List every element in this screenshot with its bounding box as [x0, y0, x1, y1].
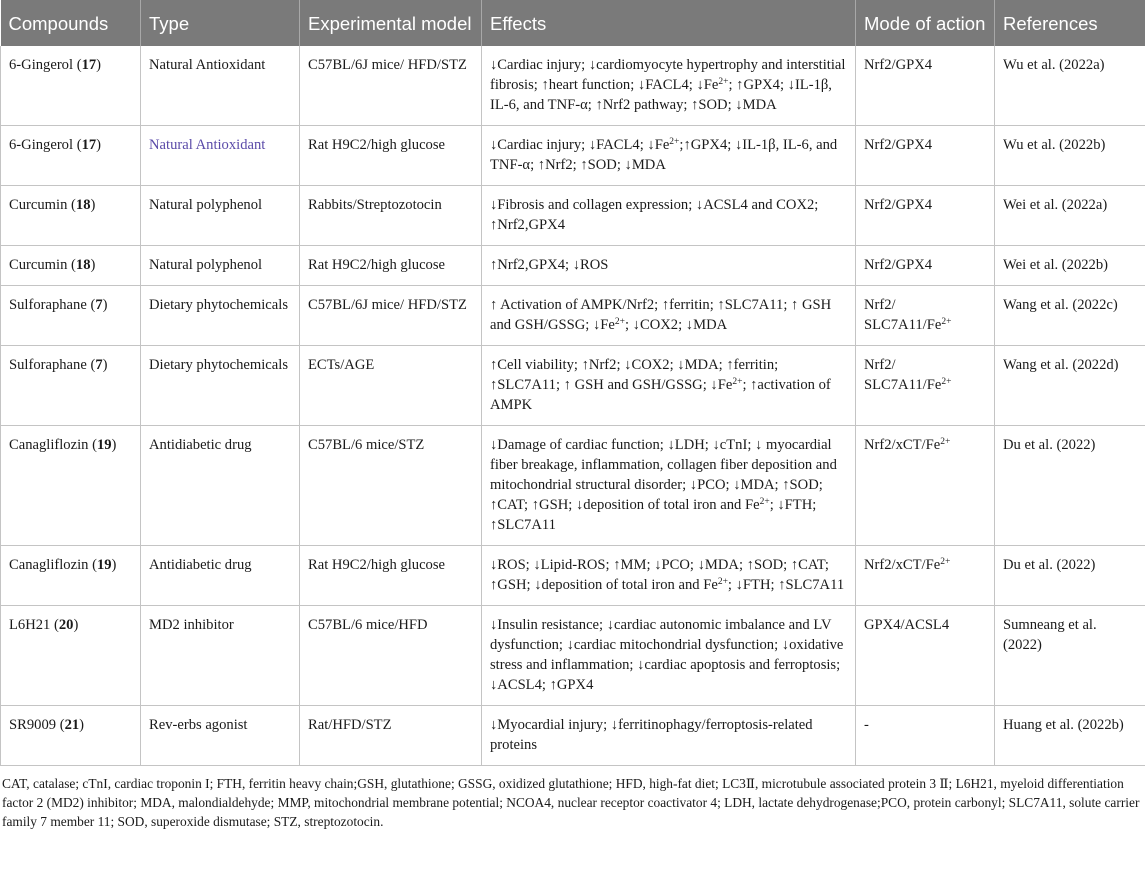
- superscript: 2+: [941, 377, 952, 387]
- cell-reference: Du et al. (2022): [995, 546, 1145, 606]
- compound-number: 18: [75, 197, 91, 213]
- moa-text: Nrf2/ SLC7A11/Fe: [864, 357, 942, 393]
- compound-number: 20: [58, 617, 74, 633]
- superscript: 2+: [614, 317, 625, 327]
- cell-compound: 6-Gingerol (17): [1, 126, 141, 186]
- moa-text: Nrf2/GPX4: [864, 137, 933, 153]
- cell-mode-of-action: [856, 606, 995, 706]
- effects-text: ; ↑activation of AMPK: [490, 377, 831, 413]
- cell-reference: Wu et al. (2022b): [995, 126, 1145, 186]
- cell-mode-of-action: [856, 46, 995, 126]
- cell-mode-of-action: [856, 346, 995, 426]
- effects-text: ↓ROS; ↓Lipid-ROS; ↑MM; ↓PCO; ↓MDA; ↑SOD; ↑CAT; ↑GSH; ↓deposition of total iron and Fe: [490, 557, 829, 593]
- effects-text: ↓Cardiac injury; ↓cardiomyocyte hypertrophy and interstitial fibrosis; ↑heart function; ↓FACL4; ↓Fe: [490, 57, 846, 93]
- header-type: Type: [141, 0, 300, 46]
- moa-text: -: [864, 717, 869, 733]
- moa-text: Nrf2/GPX4: [864, 257, 933, 273]
- cell-effects: [482, 286, 856, 346]
- compound-name: Canagliflozin: [9, 437, 89, 453]
- effects-text: ;↑GPX4; ↓IL-1β, IL-6, and TNF-α; ↑Nrf2; ↑SOD; ↓MDA: [490, 137, 838, 173]
- compound-name: 6-Gingerol: [9, 137, 74, 153]
- compound-number: 19: [96, 437, 112, 453]
- table-footnote: CAT, catalase; cTnI, cardiac troponin I; FTH, ferritin heavy chain;GSH, glutathione; GSSG, oxidized glutathione; HFD, high-fat diet; LC3Ⅱ, microtubule associated protein 3 Ⅱ; L6H21, myeloid differentiation factor 2 (MD2) inhibitor; MDA, malondialdehyde; MMP, mitochondrial membrane potential; NCOA4, nuclear receptor coactivator 4; LDH, lactate dehydrogenase;PCO, protein carbonyl; SLC7A11, solute carrier family 7 member 11; SOD, superoxide dismutase; STZ, streptozotocin.: [2, 776, 1140, 829]
- effects-text: ↓Damage of cardiac function; ↓LDH; ↓cTnI; ↓ myocardial fiber breakage, inflammation, collagen fiber deposition and mitochondrial structural disorder; ↓PCO; ↓MDA; ↑SOD; ↑CAT; ↑GSH; ↓deposition of total iron and Fe: [490, 437, 837, 513]
- cell-effects: [482, 706, 856, 766]
- superscript: 2+: [940, 437, 951, 447]
- moa-text: GPX4/ACSL4: [864, 617, 950, 633]
- cell-type-link[interactable]: Natural Antioxidant: [141, 126, 300, 186]
- cell-mode-of-action: [856, 246, 995, 286]
- table-row: [1, 186, 1145, 246]
- cell-model: ECTs/AGE: [300, 346, 482, 426]
- table-row: [1, 606, 1145, 706]
- cell-model: C57BL/6 mice/STZ: [300, 426, 482, 546]
- cell-mode-of-action: [856, 706, 995, 766]
- header-effects: Effects: [482, 0, 856, 46]
- cell-mode-of-action: [856, 286, 995, 346]
- effects-text: ↓Cardiac injury; ↓FACL4; ↓Fe: [490, 137, 670, 153]
- moa-text: Nrf2/GPX4: [864, 57, 933, 73]
- header-experimental-model: Experimental model: [300, 0, 482, 46]
- cell-effects: [482, 606, 856, 706]
- cell-mode-of-action: [856, 186, 995, 246]
- superscript: 2+: [941, 317, 952, 327]
- compound-number: 17: [81, 57, 97, 73]
- effects-text: ↑ Activation of AMPK/Nrf2; ↑ferritin; ↑SLC7A11; ↑ GSH and GSH/GSSG; ↓Fe: [490, 297, 832, 333]
- cell-compound: L6H21 (20): [1, 606, 141, 706]
- cell-mode-of-action: [856, 546, 995, 606]
- compound-name: Curcumin: [9, 197, 68, 213]
- cell-compound: 6-Gingerol (17): [1, 46, 141, 126]
- cell-type: MD2 inhibitor: [141, 606, 300, 706]
- table-row: [1, 426, 1145, 546]
- cell-compound: Sulforaphane (7): [1, 346, 141, 426]
- header-row: [1, 0, 1145, 46]
- cell-reference: Wang et al. (2022c): [995, 286, 1145, 346]
- table-row: [1, 706, 1145, 766]
- cell-type: Natural polyphenol: [141, 186, 300, 246]
- cell-type: Rev-erbs agonist: [141, 706, 300, 766]
- cell-model: C57BL/6 mice/HFD: [300, 606, 482, 706]
- effects-text: ↓Myocardial injury; ↓ferritinophagy/ferroptosis-related proteins: [490, 717, 813, 753]
- compound-number: 19: [96, 557, 112, 573]
- cell-reference: Huang et al. (2022b): [995, 706, 1145, 766]
- effects-text: ↑Cell viability; ↑Nrf2; ↓COX2; ↓MDA; ↑ferritin; ↑SLC7A11; ↑ GSH and GSH/GSSG; ↓Fe: [490, 357, 779, 393]
- cell-model: Rat H9C2/high glucose: [300, 246, 482, 286]
- superscript: 2+: [669, 137, 680, 147]
- compound-name: 6-Gingerol: [9, 57, 74, 73]
- cell-model: C57BL/6J mice/ HFD/STZ: [300, 286, 482, 346]
- effects-text: ; ↑GPX4; ↓IL-1β, IL-6, and TNF-α; ↑Nrf2 pathway; ↑SOD; ↓MDA: [490, 77, 832, 113]
- cell-model: Rat H9C2/high glucose: [300, 546, 482, 606]
- compound-number: 17: [81, 137, 97, 153]
- cell-reference: Du et al. (2022): [995, 426, 1145, 546]
- compound-number: 21: [64, 717, 80, 733]
- table-row: [1, 286, 1145, 346]
- moa-text: Nrf2/xCT/Fe: [864, 557, 941, 573]
- compound-number: 7: [95, 357, 103, 373]
- effects-text: ↓Fibrosis and collagen expression; ↓ACSL4 and COX2; ↑Nrf2,GPX4: [490, 197, 819, 233]
- header-mode-of-action: Mode of action: [856, 0, 995, 46]
- cell-reference: Wang et al. (2022d): [995, 346, 1145, 426]
- cell-effects: [482, 126, 856, 186]
- effects-text: ; ↓FTH; ↑SLC7A11: [490, 497, 817, 533]
- cell-type: Dietary phytochemicals: [141, 286, 300, 346]
- effects-text: ↑Nrf2,GPX4; ↓ROS: [490, 257, 609, 273]
- superscript: 2+: [759, 497, 770, 507]
- superscript: 2+: [940, 557, 951, 567]
- cell-compound: Sulforaphane (7): [1, 286, 141, 346]
- cell-effects: [482, 46, 856, 126]
- compound-number: 18: [75, 257, 91, 273]
- superscript: 2+: [718, 77, 729, 87]
- cell-effects: [482, 426, 856, 546]
- cell-effects: [482, 546, 856, 606]
- cell-effects: [482, 186, 856, 246]
- cell-model: Rabbits/Streptozotocin: [300, 186, 482, 246]
- table-row: [1, 246, 1145, 286]
- cell-reference: Wei et al. (2022a): [995, 186, 1145, 246]
- cell-mode-of-action: [856, 126, 995, 186]
- compound-name: Sulforaphane: [9, 297, 87, 313]
- cell-model: C57BL/6J mice/ HFD/STZ: [300, 46, 482, 126]
- cell-reference: Sumneang et al. (2022): [995, 606, 1145, 706]
- cell-effects: [482, 246, 856, 286]
- effects-text: ; ↓FTH; ↑SLC7A11: [727, 577, 845, 593]
- cell-model: Rat/HFD/STZ: [300, 706, 482, 766]
- effects-text: ; ↓COX2; ↓MDA: [624, 317, 728, 333]
- cell-compound: SR9009 (21): [1, 706, 141, 766]
- superscript: 2+: [732, 377, 743, 387]
- cell-compound: Curcumin (18): [1, 186, 141, 246]
- header-references: References: [995, 0, 1145, 46]
- cell-compound: Curcumin (18): [1, 246, 141, 286]
- compound-name: L6H21: [9, 617, 51, 633]
- effects-text: ↓Insulin resistance; ↓cardiac autonomic imbalance and LV dysfunction; ↓cardiac mitochondrial dysfunction; ↓oxidative stress and inflammation; ↓cardiac apoptosis and ferroptosis; ↓ACSL4; ↑GPX4: [490, 617, 844, 693]
- cell-type: Antidiabetic drug: [141, 546, 300, 606]
- table-row: [1, 546, 1145, 606]
- cell-type: Natural Antioxidant: [141, 46, 300, 126]
- compound-name: Curcumin: [9, 257, 68, 273]
- header-compounds: Compounds: [1, 0, 141, 46]
- superscript: 2+: [717, 577, 728, 587]
- table-row: [1, 126, 1145, 186]
- moa-text: Nrf2/ SLC7A11/Fe: [864, 297, 942, 333]
- compound-name: SR9009: [9, 717, 57, 733]
- table-row: [1, 346, 1145, 426]
- cell-reference: Wei et al. (2022b): [995, 246, 1145, 286]
- cell-mode-of-action: [856, 426, 995, 546]
- moa-text: Nrf2/GPX4: [864, 197, 933, 213]
- compound-name: Sulforaphane: [9, 357, 87, 373]
- compound-number: 7: [95, 297, 103, 313]
- cell-compound: Canagliflozin (19): [1, 546, 141, 606]
- cell-reference: Wu et al. (2022a): [995, 46, 1145, 126]
- cell-compound: Canagliflozin (19): [1, 426, 141, 546]
- compound-name: Canagliflozin: [9, 557, 89, 573]
- cell-type: Antidiabetic drug: [141, 426, 300, 546]
- cell-type: Natural polyphenol: [141, 246, 300, 286]
- cell-effects: [482, 346, 856, 426]
- cell-model: Rat H9C2/high glucose: [300, 126, 482, 186]
- cell-type: Dietary phytochemicals: [141, 346, 300, 426]
- table-row: [1, 46, 1145, 126]
- moa-text: Nrf2/xCT/Fe: [864, 437, 941, 453]
